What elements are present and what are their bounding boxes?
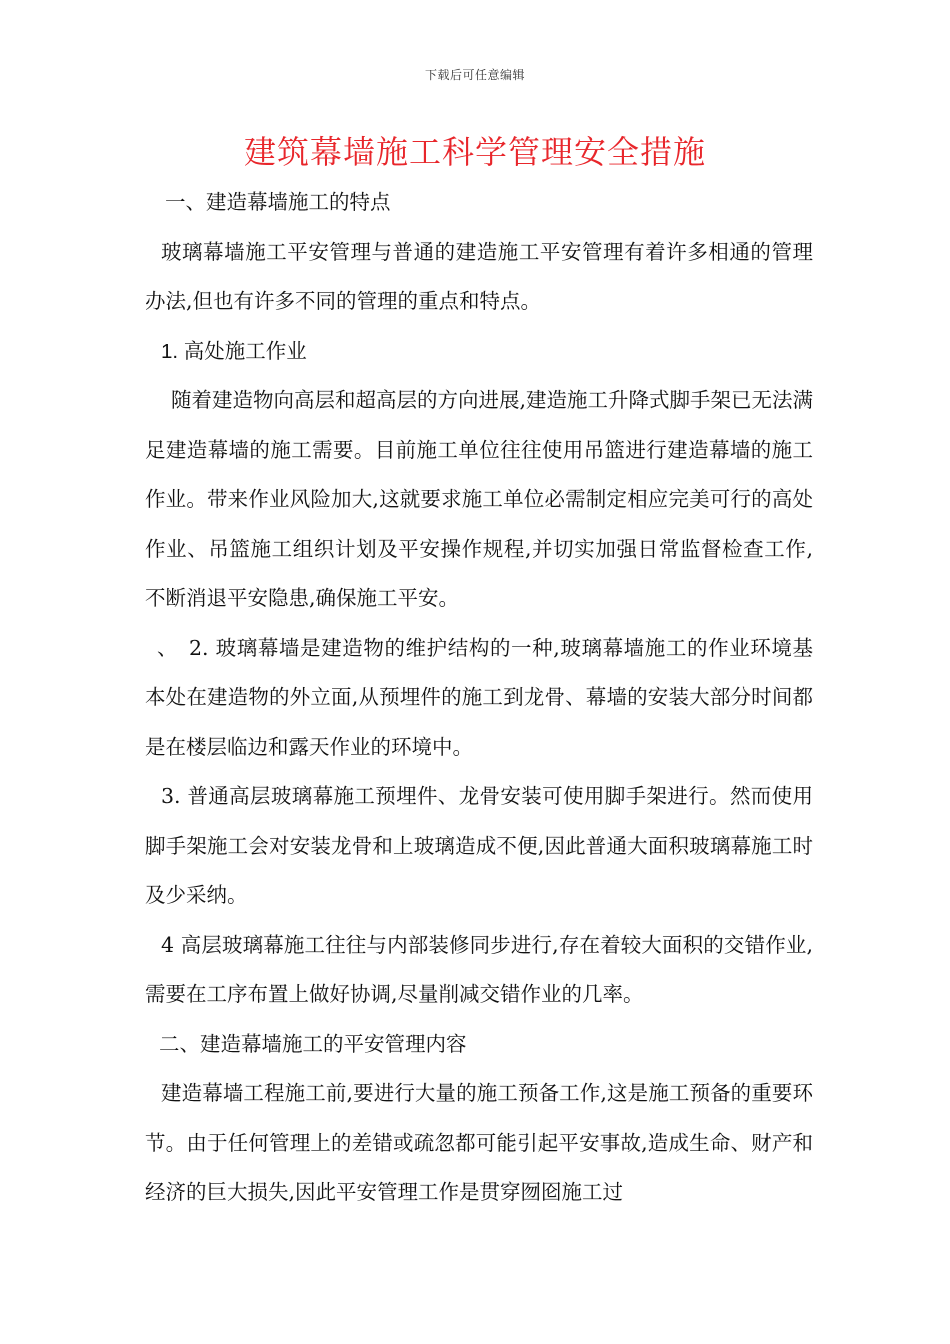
subheading-1: 1. 高处施工作业 — [161, 339, 307, 363]
section-heading-2: 二、建造幕墙施工的平安管理内容 — [159, 1031, 467, 1056]
document-body — [145, 178, 813, 1218]
document-title: 建筑幕墙施工科学管理安全措施 — [243, 133, 706, 171]
paragraph-safety-management: 建造幕墙工程施工前,要进行大量的施工预备工作,这是施工预备的重要环节。由于任何管理上的差错或疏忽都可能引起平安事故,造成生命、财产和经济的巨大损失,因此平安管理工作是贯穿囫囵施工过 — [145, 1081, 813, 1204]
paragraph-high-altitude: 随着建造物向高层和超高层的方向进展,建造施工升降式脚手架已无法满足建造幕墙的施工需要。目前施工单位往往使用吊篮进行建造幕墙的施工作业。带来作业风险加大,这就要求施工单位必需制定相应完美可行的高处作业、吊篮施工组织计划及平安操作规程,并切实加强日常监督检查工作,不断消退平安隐患,确保施工平安。 — [145, 388, 814, 610]
paragraph-item-4: 4 高层玻璃幕施工往往与内部装修同步进行,存在着较大面积的交错作业,需要在工序布置上做好协调,尽量削减交错作业的几率。 — [145, 932, 813, 1006]
header-note: 下载后可任意编辑 — [424, 68, 525, 82]
paragraph-item-2: 、 2. 玻璃幕墙是建造物的维护结构的一种,玻璃幕墙施工的作业环境基本处在建造物的外立面,从预埋件的施工到龙骨、幕墙的安装大部分时间都是在楼层临边和露天作业的环境中。 — [145, 635, 813, 759]
section-heading-1: 一、建造幕墙施工的特点 — [165, 190, 391, 214]
paragraph-item-3: 3. 普通高层玻璃幕施工预埋件、龙骨安装可使用脚手架进行。然而使用脚手架施工会对安装龙骨和上玻璃造成不便,因此普通大面积玻璃幕施工时及少采纳。 — [145, 784, 813, 907]
paragraph-intro: 玻璃幕墙施工平安管理与普通的建造施工平安管理有着许多相通的管理办法,但也有许多不同的管理的重点和特点。 — [145, 239, 813, 313]
